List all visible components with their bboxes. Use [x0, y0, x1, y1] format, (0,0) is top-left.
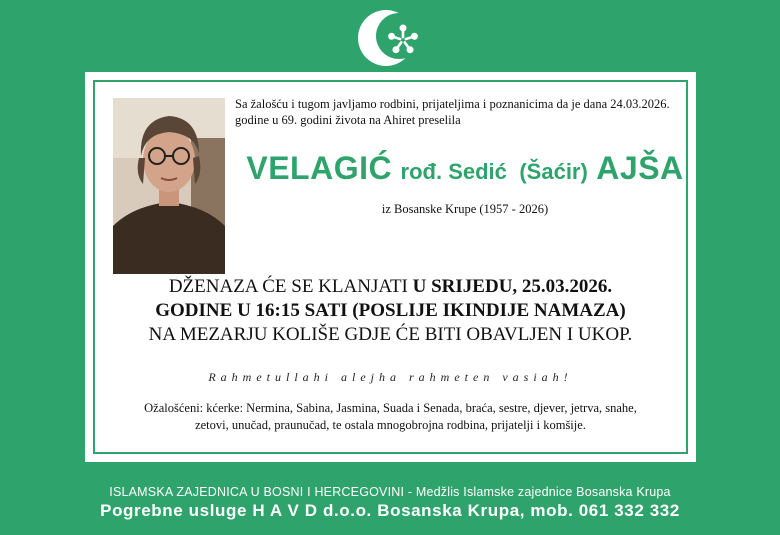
prayer-line: Rahmetullahi alejha rahmeten vasiah! [208, 370, 573, 384]
mourners-line-2: zetovi, unučad, praunučad, te ostala mnogobrojna rodbina, prijatelji i komšije. [195, 418, 586, 432]
funeral-line-2 [95, 299, 686, 323]
funeral-details [95, 275, 686, 347]
funeral-service-line: Pogrebne usluge H A V D d.o.o. Bosanska Krupa, mob. 061 332 332 [100, 501, 680, 520]
card-border [93, 80, 688, 454]
deceased-photo [113, 98, 225, 274]
origin-years: iz Bosanske Krupe (1957 - 2026) [381, 202, 549, 216]
funeral-line-3: NA MEZARJU KOLIŠE GDJE ĆE BITI OBAVLJEN I UKOP. [148, 324, 633, 345]
funeral-line-1 [95, 275, 686, 299]
funeral-date: U SRIJEDU, 25.03.2026. [412, 276, 613, 297]
funeral-time: GODINE U 16:15 SATI (POSLIJE IKINDIJE NAMAZA) [155, 300, 626, 321]
nickname: (Šaćir) [519, 159, 588, 184]
mourners-line-1: Ožalošćeni: kćerke: Nermina, Sabina, Jasmina, Suada i Senada, braća, sestre, djever, jetrva, snahe, [144, 401, 637, 415]
deceased-name [235, 150, 695, 187]
announcement-intro: Sa žalošću i tugom javljamo rodbini, prijateljima i poznanicima da je dana 24.03.2026. godine u 69. godini života na Ahiret preselila [235, 97, 670, 127]
maiden-name: rođ. Sedić [400, 159, 507, 184]
funeral-line-1-text: DŽENAZA ĆE SE KLANJATI [168, 276, 413, 297]
surname: VELAGIĆ [246, 150, 393, 186]
given-name: AJŠA [596, 150, 684, 186]
mourners [105, 400, 676, 434]
obituary-card [85, 72, 696, 462]
organization-line: ISLAMSKA ZAJEDNICA U BOSNI I HERCEGOVINI - Medžlis Islamske zajednice Bosanska Krupa [109, 485, 671, 499]
crescent-star-icon [356, 6, 426, 70]
